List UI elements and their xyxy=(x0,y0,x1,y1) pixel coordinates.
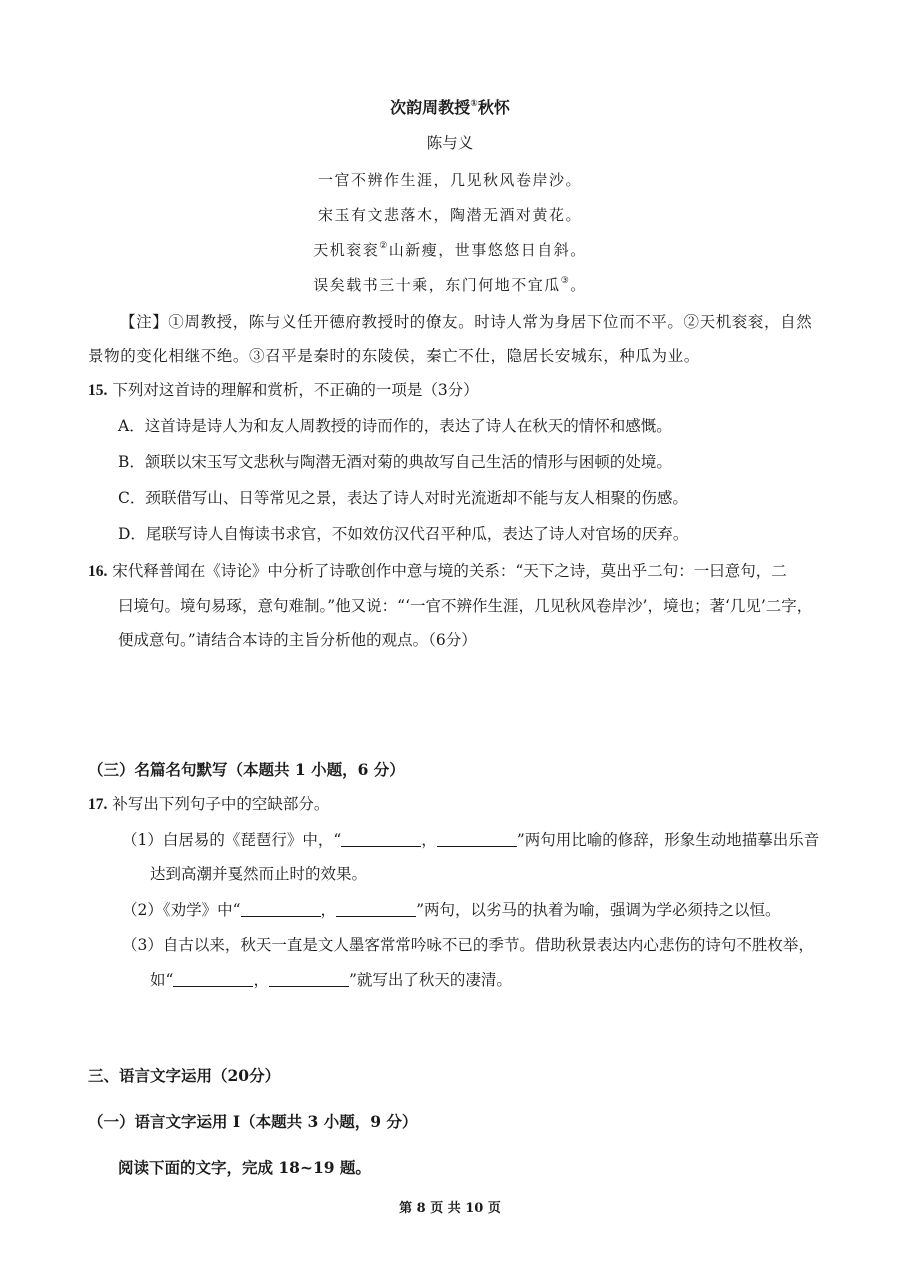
question-16-line-2: 曰境句。境句易琢，意句难制。”他又说：“‘一官不辨作生涯，几见秋风卷岸沙’，境也；著‘几见’二字， xyxy=(118,597,813,615)
q15-option-a: A．这首诗是诗人为和友人周教授的诗而作的，表达了诗人在秋天的情怀和感慨。 xyxy=(118,417,672,435)
q15-option-b: B．颔联以宋玉写文悲秋与陶潜无酒对菊的典故写自己生活的情形与困顿的处境。 xyxy=(118,453,672,471)
fill-blank[interactable] xyxy=(173,972,253,987)
section-heading-recitation: （三）名篇名句默写（本题共 1 小题，6 分） xyxy=(88,760,405,779)
question-16-line-3: 便成意句。”请结合本诗的主旨分析他的观点。（6分） xyxy=(118,631,477,649)
poem-title: 次韵周教授①秋怀 xyxy=(390,98,510,117)
fill-blank[interactable] xyxy=(336,902,416,917)
poem-line-3: 天机衮衮②山新瘦，世事悠悠日自斜。 xyxy=(313,241,587,259)
reading-instruction: 阅读下面的文字，完成 18~19 题。 xyxy=(118,1158,371,1177)
page-footer: 第 8 页 共 10 页 xyxy=(399,1201,501,1216)
fill-blank[interactable] xyxy=(241,902,321,917)
q15-option-d: D．尾联写诗人自悔读书求官，不如效仿汉代召平种瓜，表达了诗人对官场的厌弃。 xyxy=(118,525,689,543)
fill-blank[interactable] xyxy=(341,832,421,847)
poem-note-line-1: 【注】①周教授，陈与义任开德府教授时的僚友。时诗人常为身居下位而不平。②天机衮衮，自然 xyxy=(120,313,813,331)
part-3-subheading: （一）语言文字运用 Ⅰ（本题共 3 小题，9 分） xyxy=(88,1112,418,1131)
fill-blank[interactable] xyxy=(437,832,517,847)
q17-item-3-cont: 如“ ， ”就写出了秋天的凄清。 xyxy=(150,971,512,989)
poem-line-4: 误矣载书三十乘，东门何地不宜瓜③。 xyxy=(313,276,587,294)
question-15-stem: 15. 下列对这首诗的理解和赏析，不正确的一项是（3分） xyxy=(88,381,479,399)
fill-blank[interactable] xyxy=(269,972,349,987)
question-number: 15. xyxy=(88,382,108,399)
poem-note-line-2: 景物的变化相继不绝。③召平是秦时的东陵侯，秦亡不仕，隐居长安城东，种瓜为业。 xyxy=(88,347,700,365)
poem-line-2: 宋玉有文悲落木，陶潜无酒对黄花。 xyxy=(317,206,582,224)
q17-item-1: （1）白居易的《琵琶行》中，“ ， ”两句用比喻的修辞，形象生动地描摹出乐音 xyxy=(122,831,820,849)
part-3-heading: 三、语言文字运用（20分） xyxy=(88,1066,281,1085)
question-16-line-1: 16. 宋代释普闻在《诗论》中分析了诗歌创作中意与境的关系：“天下之诗，莫出乎二句：一曰意句，二 xyxy=(88,562,787,580)
q17-item-3: （3）自古以来，秋天一直是文人墨客常常吟咏不已的季节。借助秋景表达内心悲伤的诗句不胜枚举， xyxy=(122,936,814,954)
q17-item-1-cont: 达到高潮并戛然而止时的效果。 xyxy=(150,865,368,883)
question-17-stem: 17. 补写出下列句子中的空缺部分。 xyxy=(88,795,330,813)
q15-option-c: C．颈联借写山、日等常见之景，表达了诗人对时光流逝却不能与友人相聚的伤感。 xyxy=(118,489,688,507)
poem-line-1: 一官不辨作生涯，几见秋风卷岸沙。 xyxy=(317,171,582,189)
poem-author: 陈与义 xyxy=(426,134,474,152)
q17-item-2: （2）《劝学》中“ ， ”两句，以劣马的执着为喻，强调为学必须持之以恒。 xyxy=(122,901,781,919)
question-number: 16. xyxy=(88,563,108,580)
question-number: 17. xyxy=(88,796,108,813)
